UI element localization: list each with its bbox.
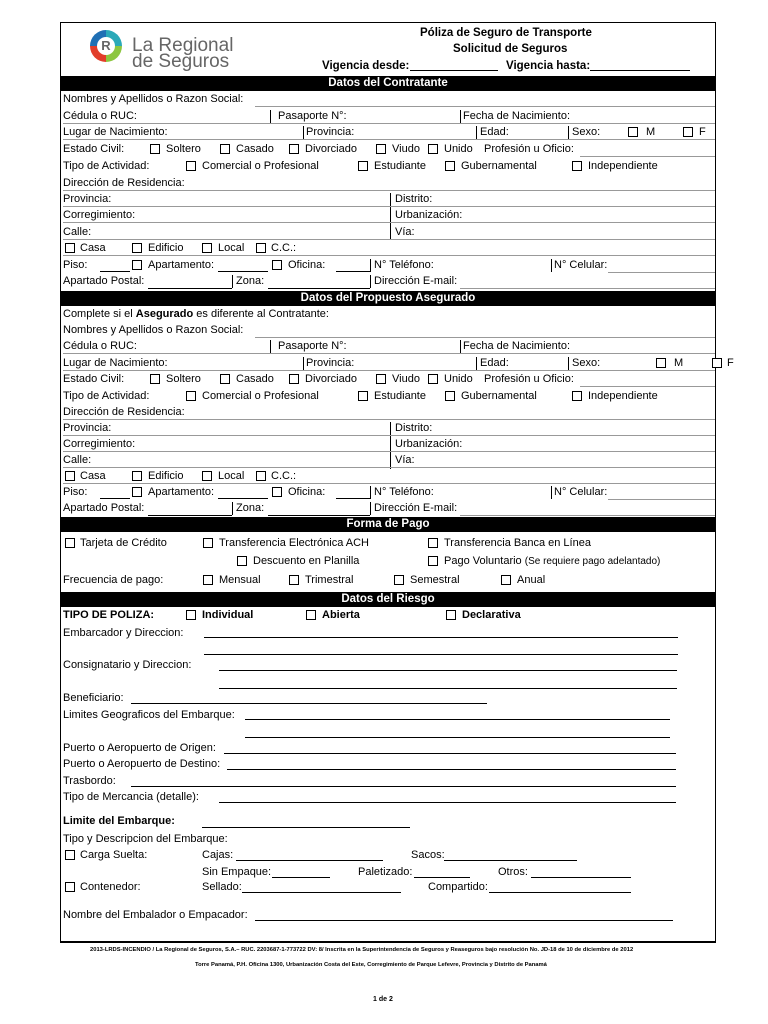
riesgo-embalador-field[interactable]	[255, 920, 673, 921]
contratante-estudiante-checkbox[interactable]	[358, 161, 368, 171]
asegurado-local-checkbox[interactable]	[202, 471, 212, 481]
riesgo-puerto-destino-label: Puerto o Aeropuerto de Destino:	[63, 758, 221, 770]
pago-frecuencia-label: Frecuencia de pago:	[63, 574, 164, 586]
separator	[303, 357, 304, 370]
contratante-telefono-label: N° Teléfono:	[374, 259, 434, 271]
separator	[460, 110, 461, 123]
asegurado-pasaporte-label: Pasaporte N°:	[278, 340, 347, 352]
riesgo-individual-checkbox[interactable]	[186, 610, 196, 620]
pago-voluntario-checkbox[interactable]	[428, 556, 438, 566]
contratante-zona-field[interactable]	[268, 288, 370, 289]
asegurado-profesion-label: Profesión u Oficio:	[484, 373, 574, 385]
riesgo-carga-suelta-checkbox[interactable]	[65, 850, 75, 860]
contratante-row-line[interactable]	[63, 222, 715, 223]
contratante-viudo-checkbox[interactable]	[376, 144, 386, 154]
pago-voluntario	[444, 555, 660, 567]
asegurado-row-line	[63, 419, 715, 420]
asegurado-cedula-label: Cédula o RUC:	[63, 340, 137, 352]
riesgo-carga-suelta-label: Carga Suelta:	[80, 849, 148, 861]
contratante-apartado-field[interactable]	[148, 288, 232, 289]
asegurado-row-line[interactable]	[63, 353, 715, 354]
contratante-celular-field[interactable]	[608, 272, 715, 273]
asegurado-apartado-label: Apartado Postal:	[63, 502, 145, 514]
asegurado-m-label: M	[674, 357, 684, 369]
contratante-unido-checkbox[interactable]	[428, 144, 438, 154]
asegurado-cc-checkbox[interactable]	[256, 471, 266, 481]
asegurado-divorciado-checkbox[interactable]	[289, 374, 299, 384]
pago-semestral-checkbox[interactable]	[394, 575, 404, 585]
pago-banca-label: Transferencia Banca en Línea	[444, 537, 591, 549]
contratante-estudiante-label: Estudiante	[374, 160, 426, 172]
asegurado-apartamento-checkbox[interactable]	[132, 487, 142, 497]
separator	[303, 126, 304, 139]
contratante-pasaporte-label: Pasaporte N°:	[278, 110, 347, 122]
asegurado-estudiante-checkbox[interactable]	[358, 391, 368, 401]
riesgo-tipo-mercancia-label: Tipo de Mercancia (detalle):	[63, 791, 199, 803]
contratante-oficina-checkbox[interactable]	[272, 260, 282, 270]
riesgo-limite-embarque-label: Limite del Embarque:	[63, 815, 175, 827]
asegurado-soltero-checkbox[interactable]	[150, 374, 160, 384]
contratante-divorciado-label: Divorciado	[305, 143, 357, 155]
asegurado-casa-checkbox[interactable]	[65, 471, 75, 481]
asegurado-row-line[interactable]	[63, 451, 715, 452]
contratante-cc-label: C.C.:	[271, 242, 297, 254]
pago-banca-checkbox[interactable]	[428, 538, 438, 548]
contratante-m-label: M	[646, 126, 656, 138]
contratante-edificio-checkbox[interactable]	[132, 243, 142, 253]
asegurado-direccion-label: Dirección de Residencia:	[63, 406, 185, 418]
contratante-apartamento-field[interactable]	[218, 271, 268, 272]
contratante-local-checkbox[interactable]	[202, 243, 212, 253]
asegurado-zona-label: Zona:	[236, 502, 265, 514]
riesgo-embarcador-field[interactable]	[204, 637, 678, 638]
riesgo-tipo-mercancia-field[interactable]	[219, 802, 676, 803]
vigencia-hasta-field[interactable]	[590, 70, 690, 71]
riesgo-limite-embarque-field[interactable]	[202, 827, 410, 828]
contratante-direccion-label: Dirección de Residencia:	[63, 177, 185, 189]
riesgo-embarcador-label: Embarcador y Direccion:	[63, 627, 184, 639]
contratante-estado-civil-label: Estado Civil:	[63, 143, 125, 155]
separator	[390, 422, 391, 469]
form-top-border	[60, 22, 716, 23]
contratante-edificio-label: Edificio	[148, 242, 184, 254]
asegurado-corregimiento-label: Corregimiento:	[63, 438, 136, 450]
contratante-casado-label: Casado	[236, 143, 274, 155]
contratante-cc-checkbox[interactable]	[256, 243, 266, 253]
contratante-email-label: Dirección E-mail:	[374, 275, 458, 287]
contratante-apartamento-checkbox[interactable]	[132, 260, 142, 270]
separator	[370, 259, 371, 272]
separator	[568, 357, 569, 370]
asegurado-row-line[interactable]	[63, 370, 715, 371]
asegurado-urbanizacion-label: Urbanización:	[395, 438, 463, 450]
logo-letter: R	[97, 37, 115, 55]
riesgo-sellado-label: Sellado:	[202, 881, 242, 893]
section-contratante: Datos del Contratante	[60, 76, 716, 91]
riesgo-sellado-field[interactable]	[242, 892, 401, 893]
asegurado-comercial-label: Comercial o Profesional	[202, 390, 319, 402]
contratante-zona-label: Zona:	[236, 275, 265, 287]
riesgo-sacos-label: Sacos:	[411, 849, 445, 861]
asegurado-celular-field[interactable]	[608, 499, 715, 500]
asegurado-provincia-label: Provincia:	[306, 357, 355, 369]
pago-planilla-checkbox[interactable]	[237, 556, 247, 566]
contratante-independiente-label: Independiente	[588, 160, 658, 172]
asegurado-edificio-checkbox[interactable]	[132, 471, 142, 481]
riesgo-cajas-label: Cajas:	[202, 849, 234, 861]
asegurado-row-line[interactable]	[63, 435, 715, 436]
contratante-row-line[interactable]	[63, 206, 715, 207]
asegurado-casado-label: Casado	[236, 373, 274, 385]
contratante-row-line[interactable]	[63, 239, 715, 240]
riesgo-otros-label: Otros:	[498, 866, 528, 878]
contratante-row-line[interactable]	[63, 139, 715, 140]
contratante-calle-label: Calle:	[63, 226, 92, 238]
contratante-cedula-label: Cédula o RUC:	[63, 110, 137, 122]
asegurado-lugar-label: Lugar de Nacimiento:	[63, 357, 168, 369]
contratante-oficina-field[interactable]	[336, 271, 370, 272]
form-title: Póliza de Seguro de Transporte	[420, 27, 592, 39]
contratante-f-label: F	[699, 126, 706, 138]
separator	[232, 275, 233, 288]
asegurado-intro-post: es diferente al Contratante:	[193, 308, 329, 320]
riesgo-embarcador-field-2[interactable]	[204, 654, 678, 655]
asegurado-estudiante-label: Estudiante	[374, 390, 426, 402]
contratante-independiente-checkbox[interactable]	[572, 161, 582, 171]
pago-voluntario-note: (Se requiere pago adelantado)	[524, 556, 661, 567]
contratante-profesion-label: Profesión u Oficio:	[484, 143, 574, 155]
riesgo-puerto-origen-label: Puerto o Aeropuerto de Origen:	[63, 742, 216, 754]
riesgo-abierta-checkbox[interactable]	[306, 610, 316, 620]
logo-line-1: La Regional	[132, 35, 234, 56]
riesgo-embalador-label: Nombre del Embalador o Empacador:	[63, 909, 248, 921]
contratante-casa-label: Casa	[80, 242, 106, 254]
asegurado-f-label: F	[727, 357, 734, 369]
asegurado-oficina-label: Oficina:	[288, 486, 326, 498]
section-forma-pago: Forma de Pago	[60, 517, 716, 532]
riesgo-contenedor-checkbox[interactable]	[65, 882, 75, 892]
pago-tarjeta-checkbox[interactable]	[65, 538, 75, 548]
riesgo-sacos-field[interactable]	[444, 860, 577, 861]
separator	[460, 340, 461, 353]
contratante-apartado-label: Apartado Postal:	[63, 275, 145, 287]
asegurado-nombres-label: Nombres y Apellidos o Razon Social:	[63, 324, 244, 336]
asegurado-oficina-field[interactable]	[336, 498, 370, 499]
section-asegurado: Datos del Propuesto Asegurado	[60, 291, 716, 306]
form-right-border	[715, 22, 716, 942]
asegurado-edad-label: Edad:	[480, 357, 509, 369]
asegurado-sexo-label: Sexo:	[572, 357, 601, 369]
contratante-corregimiento-label: Corregimiento:	[63, 209, 136, 221]
separator	[551, 486, 552, 499]
contratante-sexo-label: Sexo:	[572, 126, 601, 138]
contratante-via-label: Vía:	[395, 226, 415, 238]
separator	[476, 126, 477, 139]
riesgo-declarativa-checkbox[interactable]	[446, 610, 456, 620]
separator	[270, 110, 271, 123]
pago-semestral-label: Semestral	[410, 574, 460, 586]
asegurado-viudo-label: Viudo	[392, 373, 420, 385]
separator	[551, 259, 552, 272]
riesgo-abierta-label: Abierta	[322, 609, 360, 621]
riesgo-consignatario-field-2[interactable]	[219, 688, 677, 689]
pago-ach-label: Transferencia Electrónica ACH	[219, 537, 369, 549]
riesgo-compartido-label: Compartido:	[428, 881, 488, 893]
asegurado-row-line[interactable]	[63, 467, 715, 468]
riesgo-declarativa-label: Declarativa	[462, 609, 521, 621]
contratante-urbanizacion-label: Urbanización:	[395, 209, 463, 221]
contratante-piso-field[interactable]	[100, 271, 130, 272]
separator	[270, 340, 271, 353]
footer-legal-text: 2013-LRDS-INCENDIO / La Regional de Seguros, S.A.– RUC. 2203687-1-773722 DV: 8/ Inscrita en la Superintendencia de Seguros y Reaseguros bajo resolución No. JD-18 de 10 de diciembre de 2012	[90, 947, 634, 953]
asegurado-via-label: Vía:	[395, 454, 415, 466]
contratante-nombres-field[interactable]	[255, 106, 715, 107]
vigencia-desde-label: Vigencia desde:	[322, 60, 410, 72]
asegurado-oficina-checkbox[interactable]	[272, 487, 282, 497]
pago-mensual-label: Mensual	[219, 574, 261, 586]
asegurado-intro-bold: Asegurado	[135, 308, 194, 320]
asegurado-intro-pre: Complete si el	[63, 308, 136, 320]
pago-planilla-label: Descuento en Planilla	[253, 555, 360, 567]
asegurado-calle-label: Calle:	[63, 454, 92, 466]
contratante-divorciado-checkbox[interactable]	[289, 144, 299, 154]
asegurado-row-line[interactable]	[63, 483, 715, 484]
asegurado-profesion-field[interactable]	[580, 386, 715, 387]
contratante-casado-checkbox[interactable]	[220, 144, 230, 154]
pago-tarjeta-label: Tarjeta de Crédito	[80, 537, 167, 549]
contratante-piso-label: Piso:	[63, 259, 88, 271]
asegurado-estado-civil-label: Estado Civil:	[63, 373, 125, 385]
contratante-gubernamental-label: Gubernamental	[461, 160, 537, 172]
riesgo-puerto-destino-field[interactable]	[227, 769, 676, 770]
asegurado-gubernamental-checkbox[interactable]	[445, 391, 455, 401]
asegurado-piso-field[interactable]	[100, 498, 130, 499]
contratante-local-label: Local	[218, 242, 245, 254]
contratante-apartamento-label: Apartamento:	[148, 259, 215, 271]
contratante-edad-label: Edad:	[480, 126, 509, 138]
riesgo-beneficiario-label: Beneficiario:	[63, 692, 124, 704]
contratante-provincia-label: Provincia:	[306, 126, 355, 138]
contratante-viudo-label: Viudo	[392, 143, 420, 155]
asegurado-tipo-actividad-label: Tipo de Actividad:	[63, 390, 150, 402]
asegurado-casa-label: Casa	[80, 470, 106, 482]
asegurado-independiente-checkbox[interactable]	[572, 391, 582, 401]
pago-ach-checkbox[interactable]	[203, 538, 213, 548]
separator	[476, 357, 477, 370]
riesgo-otros-field[interactable]	[531, 877, 631, 878]
separator	[370, 486, 371, 499]
asegurado-piso-label: Piso:	[63, 486, 88, 498]
asegurado-intro	[63, 308, 329, 320]
riesgo-consignatario-label: Consignatario y Direccion:	[63, 659, 192, 671]
separator	[232, 502, 233, 515]
pago-trimestral-label: Trimestral	[305, 574, 354, 586]
riesgo-sin-empaque-label: Sin Empaque:	[202, 866, 272, 878]
riesgo-paletizado-field[interactable]	[414, 877, 470, 878]
riesgo-individual-label: Individual	[202, 609, 254, 621]
asegurado-gubernamental-label: Gubernamental	[461, 390, 537, 402]
footer-rule	[60, 941, 716, 943]
asegurado-zona-field[interactable]	[268, 515, 370, 516]
separator	[568, 126, 569, 139]
contratante-soltero-label: Soltero	[166, 143, 201, 155]
logo-line-2: de Seguros	[132, 51, 230, 72]
riesgo-trasbordo-label: Trasbordo:	[63, 775, 116, 787]
asegurado-apartamento-label: Apartamento:	[148, 486, 215, 498]
contratante-casa-checkbox[interactable]	[65, 243, 75, 253]
asegurado-fecha-label: Fecha de Nacimiento:	[463, 340, 570, 352]
asegurado-apartamento-field[interactable]	[218, 498, 268, 499]
riesgo-compartido-field[interactable]	[489, 892, 631, 893]
asegurado-divorciado-label: Divorciado	[305, 373, 357, 385]
asegurado-provincia2-label: Provincia:	[63, 422, 112, 434]
asegurado-email-field[interactable]	[460, 515, 715, 516]
contratante-soltero-checkbox[interactable]	[150, 144, 160, 154]
footer-address: Torre Panamá, P.H. Oficina 1300, Urbanización Costa del Este, Corregimiento de Parque Lefevre, Provincia y Distrito de Panamá	[195, 962, 547, 968]
contratante-sexo-m-checkbox[interactable]	[628, 127, 638, 137]
asegurado-comercial-checkbox[interactable]	[186, 391, 196, 401]
page-number: 1 de 2	[373, 996, 393, 1003]
pago-voluntario-label: Pago Voluntario	[444, 555, 522, 567]
riesgo-beneficiario-field[interactable]	[131, 703, 487, 704]
riesgo-puerto-origen-field[interactable]	[224, 753, 676, 754]
asegurado-nombres-field[interactable]	[255, 337, 715, 338]
contratante-row-line[interactable]	[63, 123, 715, 124]
riesgo-tipo-descripcion-label: Tipo y Descripcion del Embarque:	[63, 833, 228, 845]
pago-anual-checkbox[interactable]	[501, 575, 511, 585]
asegurado-sexo-f-checkbox[interactable]	[712, 358, 722, 368]
contratante-tipo-actividad-label: Tipo de Actividad:	[63, 160, 150, 172]
vigencia-desde-field[interactable]	[410, 70, 498, 71]
vigencia-hasta-label: Vigencia hasta:	[506, 60, 591, 72]
asegurado-local-label: Local	[218, 470, 245, 482]
contratante-profesion-field[interactable]	[580, 156, 715, 157]
asegurado-edificio-label: Edificio	[148, 470, 184, 482]
asegurado-unido-checkbox[interactable]	[428, 374, 438, 384]
riesgo-paletizado-label: Paletizado:	[358, 866, 413, 878]
riesgo-contenedor-label: Contenedor:	[80, 881, 141, 893]
asegurado-unido-label: Unido	[444, 373, 473, 385]
riesgo-cajas-field[interactable]	[236, 860, 383, 861]
contratante-comercial-checkbox[interactable]	[186, 161, 196, 171]
contratante-unido-label: Unido	[444, 143, 473, 155]
contratante-row-line[interactable]	[63, 255, 715, 256]
riesgo-trasbordo-field[interactable]	[131, 786, 676, 787]
contratante-row-line	[63, 190, 715, 191]
asegurado-sexo-m-checkbox[interactable]	[656, 358, 666, 368]
separator	[370, 502, 371, 515]
asegurado-independiente-label: Independiente	[588, 390, 658, 402]
riesgo-limites-geo-label: Limites Geograficos del Embarque:	[63, 709, 235, 721]
contratante-nombres-label: Nombres y Apellidos o Razon Social:	[63, 93, 244, 105]
separator	[390, 193, 391, 240]
contratante-distrito-label: Distrito:	[395, 193, 433, 205]
pago-anual-label: Anual	[517, 574, 546, 586]
contratante-oficina-label: Oficina:	[288, 259, 326, 271]
asegurado-celular-label: N° Celular:	[554, 486, 608, 498]
asegurado-soltero-label: Soltero	[166, 373, 201, 385]
asegurado-casado-checkbox[interactable]	[220, 374, 230, 384]
riesgo-sin-empaque-field[interactable]	[272, 877, 330, 878]
contratante-provincia2-label: Provincia:	[63, 193, 112, 205]
contratante-fecha-label: Fecha de Nacimiento:	[463, 110, 570, 122]
asegurado-apartado-field[interactable]	[148, 515, 232, 516]
contratante-gubernamental-checkbox[interactable]	[445, 161, 455, 171]
riesgo-limites-geo-field-2[interactable]	[245, 737, 670, 738]
contratante-email-field[interactable]	[460, 288, 715, 289]
separator	[370, 275, 371, 288]
pago-mensual-checkbox[interactable]	[203, 575, 213, 585]
riesgo-tipo-poliza-label: TIPO DE POLIZA:	[63, 609, 155, 621]
form-subtitle: Solicitud de Seguros	[453, 43, 568, 55]
asegurado-email-label: Dirección E-mail:	[374, 502, 458, 514]
riesgo-consignatario-field[interactable]	[219, 670, 677, 671]
contratante-comercial-label: Comercial o Profesional	[202, 160, 319, 172]
contratante-sexo-f-checkbox[interactable]	[683, 127, 693, 137]
asegurado-cc-label: C.C.:	[271, 470, 297, 482]
asegurado-telefono-label: N° Teléfono:	[374, 486, 434, 498]
section-riesgo: Datos del Riesgo	[60, 592, 716, 607]
riesgo-limites-geo-field[interactable]	[245, 719, 670, 720]
contratante-celular-label: N° Celular:	[554, 259, 608, 271]
asegurado-distrito-label: Distrito:	[395, 422, 433, 434]
pago-trimestral-checkbox[interactable]	[289, 575, 299, 585]
contratante-lugar-label: Lugar de Nacimiento:	[63, 126, 168, 138]
asegurado-viudo-checkbox[interactable]	[376, 374, 386, 384]
form-left-border	[60, 22, 61, 942]
